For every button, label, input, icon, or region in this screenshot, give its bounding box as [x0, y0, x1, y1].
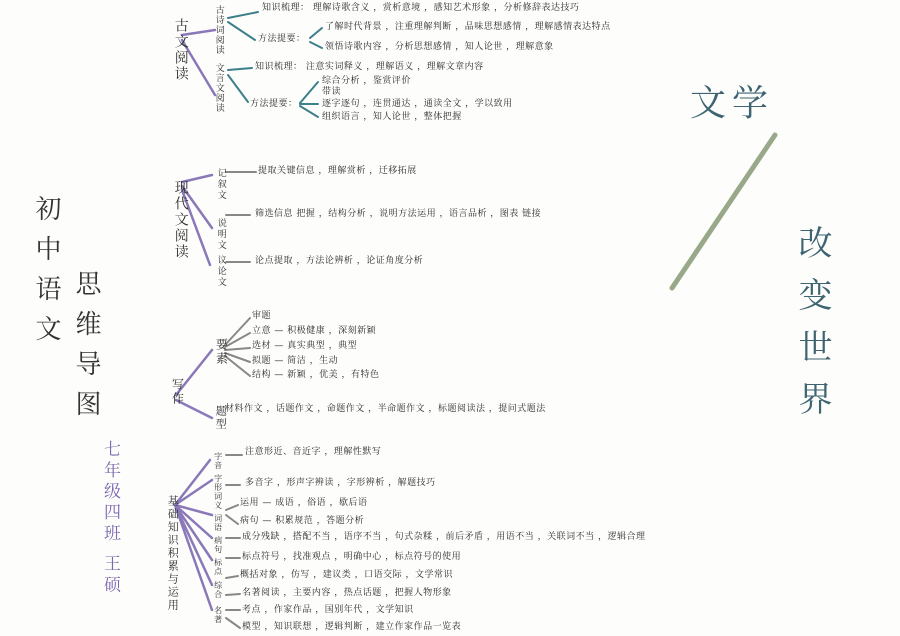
mindmap-node: 标点	[213, 558, 223, 576]
mindmap-leaf: 带读	[322, 87, 342, 97]
mindmap-leaf: 考点 ，作家作品 ，国别年代 ，文学知识	[242, 605, 414, 615]
mindmap-leaf: 提取关键信息 ，理解赏析 ，迁移拓展	[258, 166, 417, 176]
mindmap-leaf: 标点符号 ，找准观点 ，明确中心 ，标点符号的使用	[242, 552, 462, 562]
sub-narrative: 记叙文	[215, 168, 226, 201]
sub-elements: 要素	[214, 338, 229, 366]
mindmap-leaf: 材料作文 ，话题作文 ，命题作文 ，半命题作文 ，标题阅读法 ，提问式题法	[225, 404, 546, 414]
mindmap-leaf: 拟题 — 简洁 ，生动	[252, 356, 339, 366]
mindmap-leaf: 逐字逐句 ，连贯通达 ，通读全文 ，学以致用	[322, 99, 513, 109]
mindmap-leaf: 运用 — 成语 ，俗语 ，歇后语	[240, 498, 368, 508]
mindmap-leaf: 论点提取 ，方法论辨析 ，论证角度分析	[255, 256, 424, 266]
mindmap-leaf: 领悟诗歌内容 ，分析思想感情 ，知人论世 ，理解意象	[325, 42, 554, 52]
mindmap-leaf: 多音字 ，形声字辨读 ，字形辨析 ，解题技巧	[245, 478, 436, 488]
mindmap-leaf: 病句 — 积累规范 ，答题分析	[240, 516, 365, 526]
motto-part1: 文学	[690, 83, 775, 124]
mindmap-leaf: 名著阅读 ，主要内容 ，热点话题 ，把握人物形象	[242, 588, 452, 598]
mindmap-node: 综合	[213, 581, 223, 599]
branch-basics: 基础知识积累与运用	[166, 495, 180, 612]
sub-argumentative: 议论文	[215, 255, 226, 288]
mindmap-leaf: 筛选信息 把握 ，结构分析 ，说明方法运用 ，语言品析 ，图表 链接	[255, 209, 542, 219]
mindmap-node: 病句	[213, 536, 223, 554]
mindmap-leaf: 综合分析 ，鉴赏评价	[322, 76, 411, 86]
sub-types: 题型	[214, 405, 228, 431]
motto-part2: 改变世界	[792, 225, 832, 433]
mindmap-leaf: 知识梳理： 理解诗歌含义 ，赏析意境 ，感知艺术形象 ，分析修辞表达技巧	[262, 3, 580, 13]
branch-writing: 写作	[170, 378, 185, 406]
mindmap-leaf: 方法提要：	[258, 34, 306, 44]
mindmap-node: 名著	[213, 606, 223, 624]
sub-poetry: 古诗词阅读	[213, 5, 224, 55]
mindmap-leaf: 审题	[252, 311, 272, 321]
mindmap-leaf: 选材 — 真实典型 ，典型	[252, 341, 358, 351]
mindmap-node: 字音	[213, 452, 223, 470]
mindmap-leaf: 组织语言 ，知人论世 ，整体把握	[322, 112, 462, 122]
title-line1: 初中语文	[31, 195, 61, 355]
mindmap-leaf: 方法提要：	[250, 99, 298, 109]
mindmap-node: 词语	[213, 514, 223, 532]
sub-expository: 说明文	[215, 218, 226, 251]
mindmap-leaf: 了解时代背景 ，注重理解判断 ，品味思想感情 ，理解感情表达特点	[325, 22, 611, 32]
mindmap-leaf: 成分残缺 ，搭配不当 ，语序不当 ，句式杂糅 ，前后矛盾 ，用语不当 ，关联词不当 ，逻辑合理	[242, 532, 646, 542]
mindmap-leaf: 注意形近、音近字 ，理解性默写	[245, 447, 382, 457]
motto-slash	[672, 135, 775, 288]
mindmap-leaf: 模型 ，知识联想 ，逻辑判断 ，建立作家作品一览表	[242, 622, 462, 632]
mindmap-leaf: 概括对象 ，仿写 ，建议类 ，口语交际 ，文学常识	[240, 570, 453, 580]
title-line2: 思维导图	[71, 270, 101, 430]
mindmap-leaf: 结构 — 新颖 ，优美 ，有特色	[252, 370, 380, 380]
mindmap-node: 字形词义	[213, 474, 223, 510]
mindmap-leaf: 知识梳理： 注意实词释义 ，理解语义 ，理解文章内容	[255, 62, 484, 72]
branch-classical: 古文阅读	[172, 18, 189, 82]
sub-prose: 文言文阅读	[213, 63, 224, 113]
author: 七年级四班 王硕	[100, 440, 120, 597]
mindmap-leaf: 立意 — 积极健康 ，深刻新颖	[252, 326, 377, 336]
branch-modern: 现代文阅读	[172, 180, 189, 260]
